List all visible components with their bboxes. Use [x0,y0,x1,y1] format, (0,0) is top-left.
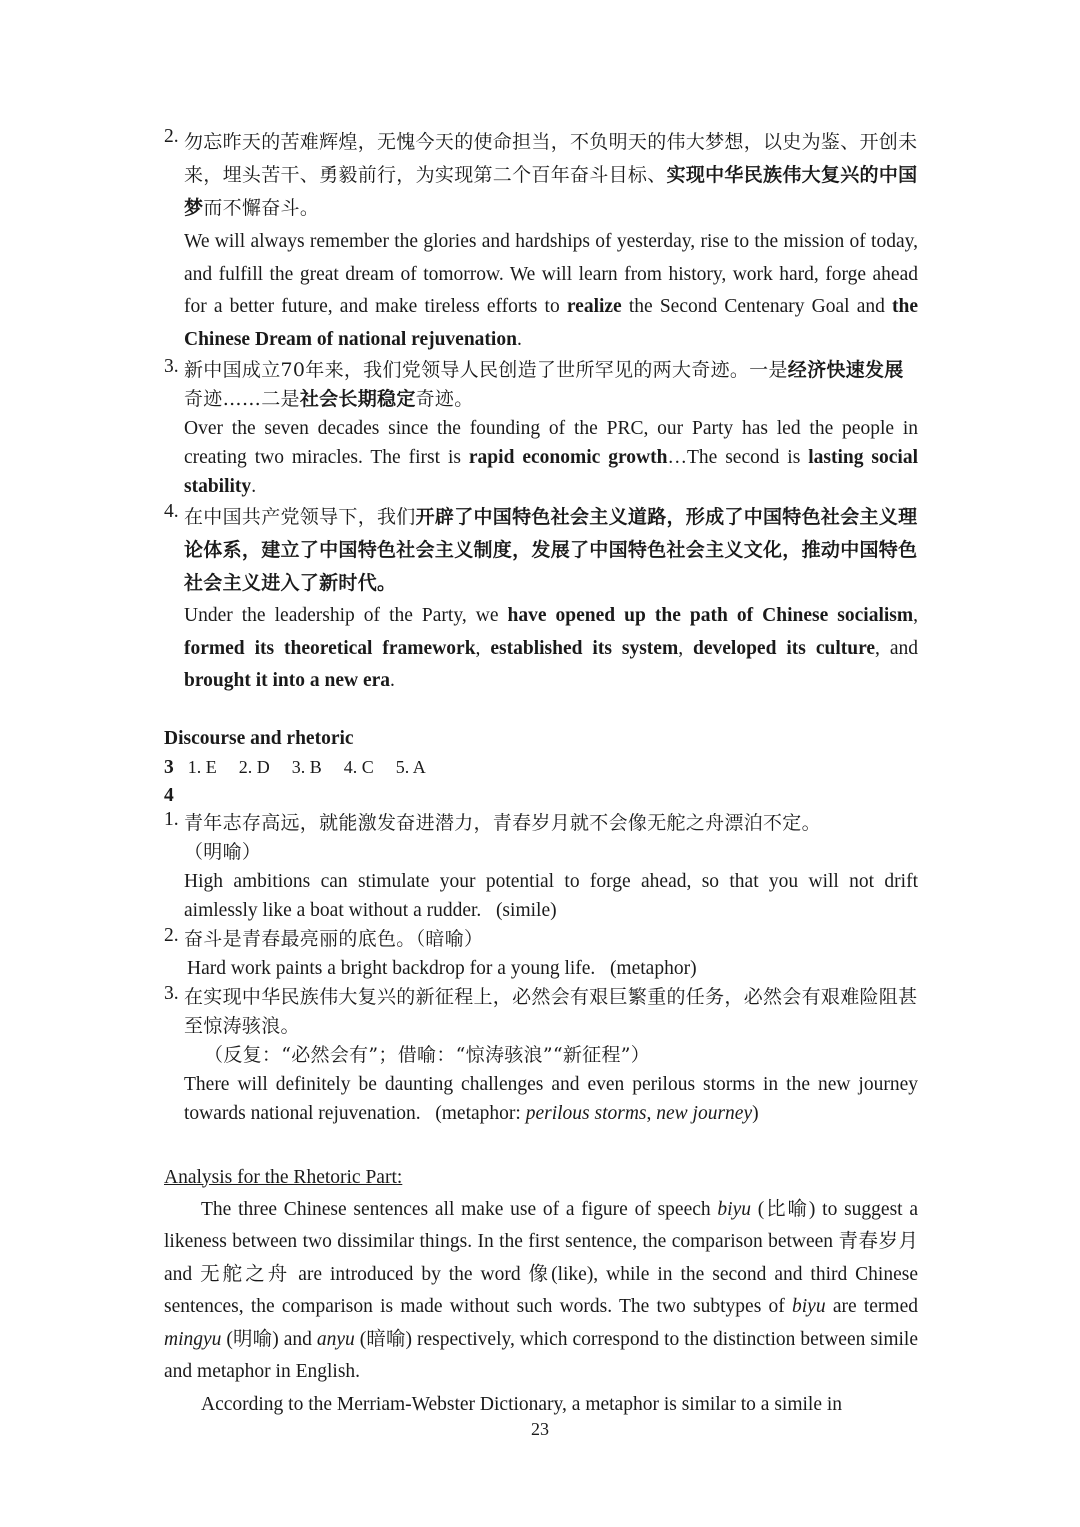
figure-note: (metaphor) [609,957,697,979]
item-number: 2. [164,924,179,946]
english-text: Hard work paints a bright backdrop for a young life. (metaphor) [187,957,697,979]
figure-note: （反复：“必然会有”；借喻：“惊涛骇浪”“新征程”） [204,1043,651,1066]
rhetoric-item-2 [164,925,918,983]
translation-item-3 [164,356,918,501]
english-text: High ambitions can stimulate your potential to forge ahead, so that you will not drift aimlessly like a boat without a rudder. (simile) [184,870,918,921]
analysis-paragraph-2: According to the Merriam-Webster Dictionary, a metaphor is similar to a simile in [201,1393,843,1415]
answer: 3. B [291,756,322,777]
analysis-paragraph-1: The three Chinese sentences all make use of a figure of speech biyu (比喻) to suggest a likeness between two dissimilar things. In the first sentence, the comparison between 青春岁月 and 无舵之舟 are introduced by the word 像(like), while in the second and third Chinese sentences, the comparison is made without such words. The two subtypes of biyu are termed mingyu (明喻) and anyu (暗喻) respectively, which correspond to the distinction between simile and metaphor in English. [164,1198,919,1382]
rhetoric-item-1 [164,809,918,925]
chinese-text: 勿忘昨天的苦难辉煌，无愧今天的使命担当，不负明天的伟大梦想，以史为鉴、开创未来，埋头苦干、勇毅前行，为实现第二个百年奋斗目标、实现中华民族伟大复兴的中国梦而不懈奋斗。 [184,131,918,219]
translation-item-4 [164,501,918,698]
item-number: 3. [164,356,179,377]
page-number: 23 [531,1419,549,1439]
translation-item-2 [164,126,918,356]
analysis-title: Analysis for the Rhetoric Part: [164,1166,403,1188]
english-text: Under the leadership of the Party, we have opened up the path of Chinese socialism, formed its theoretical framework, established its system, developed its culture, and brought it into a new era. [184,605,919,691]
section-title: Discourse and rhetoric [164,727,354,749]
answer: 5. A [395,756,426,777]
item-number: 4. [164,501,179,522]
english-text: We will always remember the glories and hardships of yesterday, rise to the mission of today, and fulfill the great dream of tomorrow. We will learn from history, work hard, forge ahead for a better future, and make tireless efforts to realize the Second Centenary Goal and the Chinese Dream of national rejuvenation. [184,231,919,350]
figure-note: （暗喻） [415,927,484,950]
chinese-text: 奋斗是青春最亮丽的底色。（暗喻） [184,927,484,950]
document-page [164,126,918,1421]
english-text: There will definitely be daunting challenges and even perilous storms in the new journey towards national rejuvenation. (metaphor: perilous storms, new journey) [184,1073,918,1124]
english-text: Over the seven decades since the founding of the PRC, our Party has led the people in creating two miracles. The first is rapid economic growth…The second is lasting social stability. [184,418,918,497]
chinese-text: 新中国成立70年来，我们党领导人民创造了世所罕见的两大奇迹。一是经济快速发展奇迹……二是社会长期稳定奇迹。 [184,359,904,410]
item-number: 1. [164,808,179,830]
figure-note: (simile) [495,899,557,921]
item-number: 3. [164,982,179,1004]
answer: 4. C [343,756,374,777]
answer: 2. D [238,756,270,777]
rhetoric-item-3 [164,983,918,1128]
item-number: 2. [164,126,179,147]
exercise-3-answers [164,753,918,782]
exercise-label: 4 [164,784,174,806]
answer: 1. E [187,756,217,777]
exercise-label: 3 [164,756,174,778]
chinese-text: 在中国共产党领导下，我们开辟了中国特色社会主义道路，形成了中国特色社会主义理论体系，建立了中国特色社会主义制度，发展了中国特色社会主义文化，推动中国特色社会主义进入了新时代。 [184,506,918,594]
chinese-text: 在实现中华民族伟大复兴的新征程上，必然会有艰巨繁重的任务，必然会有艰难险阻甚至惊涛骇浪。 （反复：“必然会有”；借喻：“惊涛骇浪”“新征程”） [184,985,918,1066]
figure-note: （明喻） [184,840,262,863]
chinese-text: 青年志存高远，就能激发奋进潜力，青春岁月就不会像无舵之舟漂泊不定。 （明喻） [184,811,821,863]
figure-note: (metaphor: perilous storms, new journey) [435,1102,759,1124]
